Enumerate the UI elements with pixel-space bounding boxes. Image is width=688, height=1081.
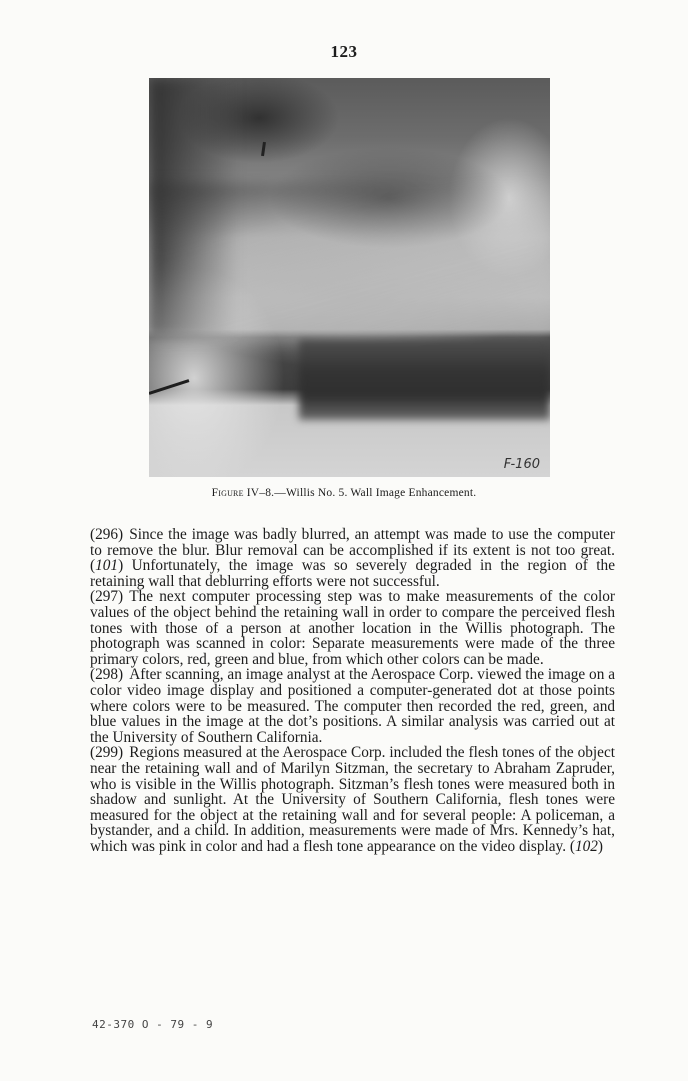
page-number: 123 bbox=[330, 42, 358, 61]
paragraph-text: Since the image was badly blurred, an attempt was made to use the computer to remove the blur. Blur removal can be accomplished if its extent is not too great. ( bbox=[90, 526, 615, 575]
paragraph-text: The next computer processing step was to make measurements of the color values of the object behind the retaining wall in order to compare the perceived flesh tones with those of a person at another location in the Willis photograph. The photograph was scanned in color: Separate measurements were made of the three primary colors, red, green and blue, from which other colors can be made. bbox=[90, 588, 615, 668]
paragraph-number: (296) bbox=[90, 526, 124, 543]
paragraph-298 bbox=[90, 667, 615, 745]
paragraph-number: (298) bbox=[90, 666, 124, 684]
paragraph-299 bbox=[90, 745, 615, 854]
wall-enhancement-photo bbox=[149, 78, 550, 477]
figure-caption bbox=[0, 487, 688, 499]
paragraph-text: ) Unfortunately, the image was so severely degraded in the region of the retaining wall that deblurring efforts were not successful. bbox=[90, 557, 615, 590]
paragraph-296 bbox=[90, 527, 615, 589]
photo-pointer-line bbox=[149, 379, 189, 395]
paragraph-text: ) bbox=[597, 837, 604, 855]
body-text bbox=[90, 527, 615, 854]
paragraph-297 bbox=[90, 589, 615, 667]
reference-number: 102 bbox=[574, 837, 598, 855]
paragraph-number: (297) bbox=[90, 588, 124, 606]
photo-roof-region bbox=[149, 183, 550, 343]
paragraph-number: (299) bbox=[90, 744, 124, 762]
print-code: 42-370 O - 79 - 9 bbox=[92, 1018, 214, 1031]
figure-label: F-160 bbox=[503, 457, 540, 472]
caption-prefix: Figure IV–8. bbox=[211, 487, 275, 499]
paragraph-text: After scanning, an image analyst at the Aerospace Corp. viewed the image on a color video image display and positioned a computer-generated dot at those points where colors were to be measured. The computer then recorded the red, green, and blue values in the image at the dot’s positions. A similar analysis was carried out at the University of Southern California. bbox=[90, 666, 615, 746]
paragraph-text: Regions measured at the Aerospace Corp. included the flesh tones of the object near the retaining wall and of Marilyn Sitzman, the secretary to Abraham Zapruder, who is visible in the Willis photograph. Sitzman’s flesh tones were measured both in shadow and sunlight. At the University of Southern California, flesh tones were measured for the object at the retaining wall and for several people: A policeman, a bystander, and a child. In addition, measurements were made of Mrs. Kennedy’s hat, which was pink in color and had a flesh tone appearance on the video display. ( bbox=[90, 744, 615, 855]
caption-text: —Willis No. 5. Wall Image Enhancement. bbox=[274, 487, 477, 499]
photo-retaining-wall bbox=[299, 340, 550, 420]
photo-mark bbox=[261, 142, 266, 156]
reference-number: 101 bbox=[95, 557, 119, 575]
